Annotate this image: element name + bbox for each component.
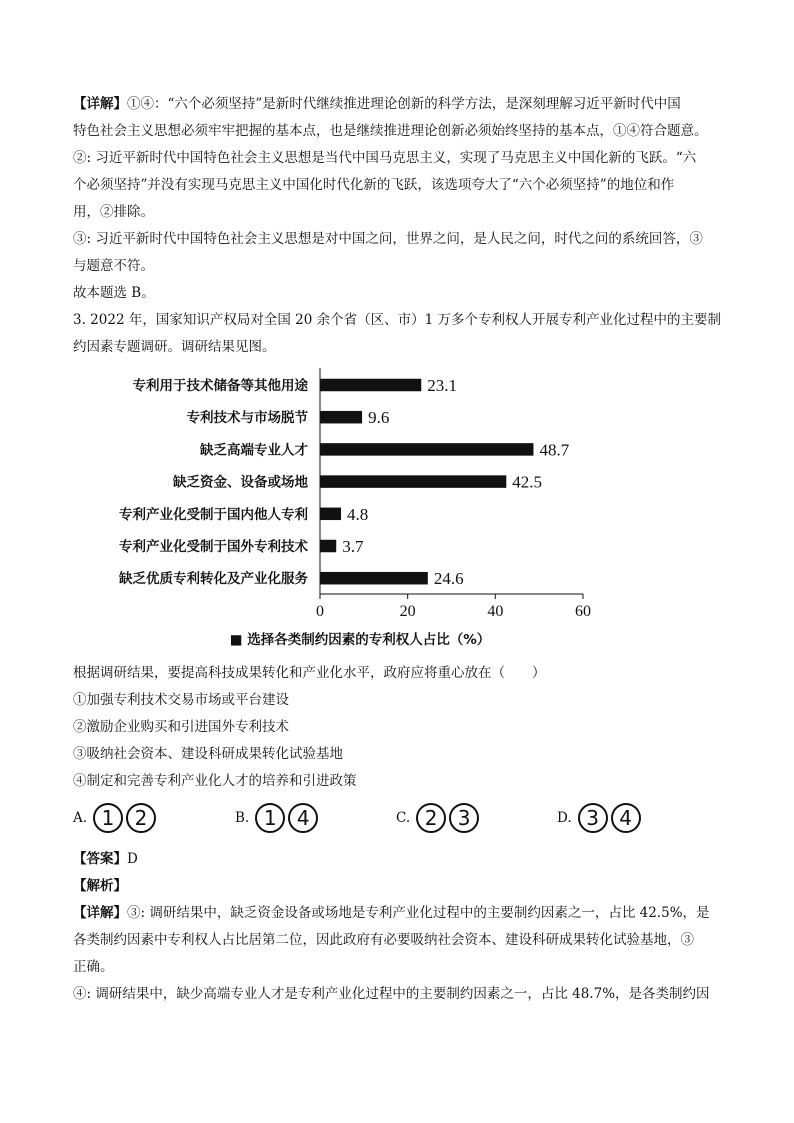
explanation-line-5: 用，②排除。 (73, 204, 154, 220)
chart-x-tick-label: 0 (316, 603, 324, 620)
answer-block (73, 846, 733, 1008)
chart-x-tick-label: 20 (399, 603, 416, 620)
explanation-line-1 (73, 91, 733, 118)
answer-label: 【答案】 (73, 851, 127, 867)
option-d-circle-1: 3 (578, 803, 608, 833)
option-c-letter: C. (396, 810, 411, 826)
question-intro (73, 307, 733, 361)
chart-bar (320, 508, 341, 521)
option-a-circle-2: 2 (126, 803, 156, 833)
chart-category-label: 专利技术与市场脱节 (186, 410, 308, 427)
analysis-line-3: 正确。 (73, 959, 114, 975)
answer-value: D (127, 851, 138, 867)
chart-category-label: 专利产业化受制于国外专利技术 (119, 539, 308, 555)
explanation-line-4: 个必须坚持”并没有实现马克思主义中国化时代化新的飞跃，该选项夸大了“六个必须坚持”的地位和作 (73, 177, 675, 193)
question-item-1: ①加强专利技术交易市场或平台建设 (73, 692, 289, 708)
option-c[interactable] (396, 800, 482, 836)
analysis-line-4: ④: 调研结果中，缺少高端专业人才是专利产业化过程中的主要制约因素之一，占比 48.7%，是各类制约因 (73, 986, 710, 1002)
answer-line (73, 846, 733, 873)
chart-value-label: 4.8 (347, 504, 369, 524)
option-d-circle-2: 4 (611, 803, 641, 833)
explanation-block (73, 91, 733, 307)
explanation-line-6: ③: 习近平新时代中国特色社会主义思想是对中国之问，世界之问，是人民之问，时代之问的系统回答，③ (73, 231, 703, 247)
chart-category-label: 缺乏资金、设备或场地 (173, 474, 308, 491)
question-item-2: ②激励企业购买和引进国外专利技术 (73, 719, 289, 735)
chart-x-tick-label: 60 (575, 603, 591, 620)
option-d[interactable] (557, 800, 644, 836)
explanation-line-2: 特色社会主义思想必须牢牢把握的基本点，也是继续推进理论创新必须始终坚持的基本点，①④符合题意。 (73, 123, 708, 139)
option-a-circle-1: 1 (93, 803, 123, 833)
chart-category-label: 专利用于技术储备等其他用途 (132, 378, 308, 394)
option-c-circle-1: 2 (416, 803, 446, 833)
chart-legend: ■ 选择各类制约因素的专利权人占比（%） (229, 632, 491, 648)
chart-bar (320, 475, 506, 488)
option-a[interactable] (73, 800, 159, 836)
option-b-circle-2: 4 (288, 803, 318, 833)
chart-value-label: 48.7 (539, 440, 570, 460)
chart-bar (320, 411, 362, 424)
chart-bar (320, 572, 428, 585)
analysis-line-1 (73, 900, 733, 927)
chart-value-label: 3.7 (342, 537, 364, 556)
question-stem: 根据调研结果，要提高科技成果转化和产业化水平，政府应将重心放在（ ） (73, 665, 546, 681)
explanation-line-3: ②: 习近平新时代中国特色社会主义思想是当代中国马克思主义，实现了马克思主义中国化新的飞跃。“六 (73, 150, 697, 166)
option-b-circle-1: 1 (255, 803, 285, 833)
chart-category-label: 缺乏优质专利转化及产业化服务 (119, 571, 308, 588)
explanation-line-8: 故本题选 B。 (73, 285, 155, 301)
chart-bar (320, 379, 421, 392)
chart-value-label: 24.6 (433, 569, 464, 589)
chart-x-tick-label: 40 (487, 603, 504, 620)
detail-label: 【详解】 (73, 96, 127, 112)
question-item-3: ③吸纳社会资本、建设科研成果转化试验基地 (73, 746, 343, 762)
chart-bar (320, 443, 533, 456)
chart-category-label: 缺乏高端专业人才 (200, 442, 308, 459)
option-b-letter: B. (235, 810, 250, 826)
option-a-letter: A. (73, 810, 88, 826)
option-c-circle-2: 3 (449, 803, 479, 833)
chart-value-label: 42.5 (512, 472, 543, 492)
analysis-line-2: 各类制约因素中专利权人占比居第二位，因此政府有必要吸纳社会资本、建设科研成果转化试验基地，③ (73, 932, 694, 948)
bar-chart (73, 360, 633, 660)
chart-value-label: 23.1 (427, 376, 458, 395)
analysis-line-1-text: ③: 调研结果中，缺乏资金设备或场地是专利产业化过程中的主要制约因素之一，占比 42.5%，是 (127, 905, 710, 921)
question-body (73, 660, 733, 795)
analysis-label: 【解析】 (73, 878, 127, 894)
explanation-line-1-text: ①④：“六个必须坚持”是新时代继续推进理论创新的科学方法，是深刻理解习近平新时代中国 (127, 96, 681, 112)
question-line-1: 3. 2022 年，国家知识产权局对全国 20 余个省（区、市）1 万多个专利权人开展专利产业化过程中的主要制 (73, 312, 721, 328)
chart-value-label: 9.6 (368, 408, 390, 428)
analysis-detail-label: 【详解】 (73, 905, 127, 921)
option-b[interactable] (235, 800, 321, 836)
option-d-letter: D. (557, 810, 572, 826)
answer-options (73, 800, 733, 836)
chart-bar (320, 540, 336, 553)
question-line-2: 约因素专题调研。调研结果见图。 (73, 339, 276, 355)
question-item-4: ④制定和完善专利产业化人才的培养和引进政策 (73, 773, 357, 789)
chart-category-label: 专利产业化受制于国内他人专利 (119, 506, 308, 523)
explanation-line-7: 与题意不符。 (73, 258, 154, 274)
